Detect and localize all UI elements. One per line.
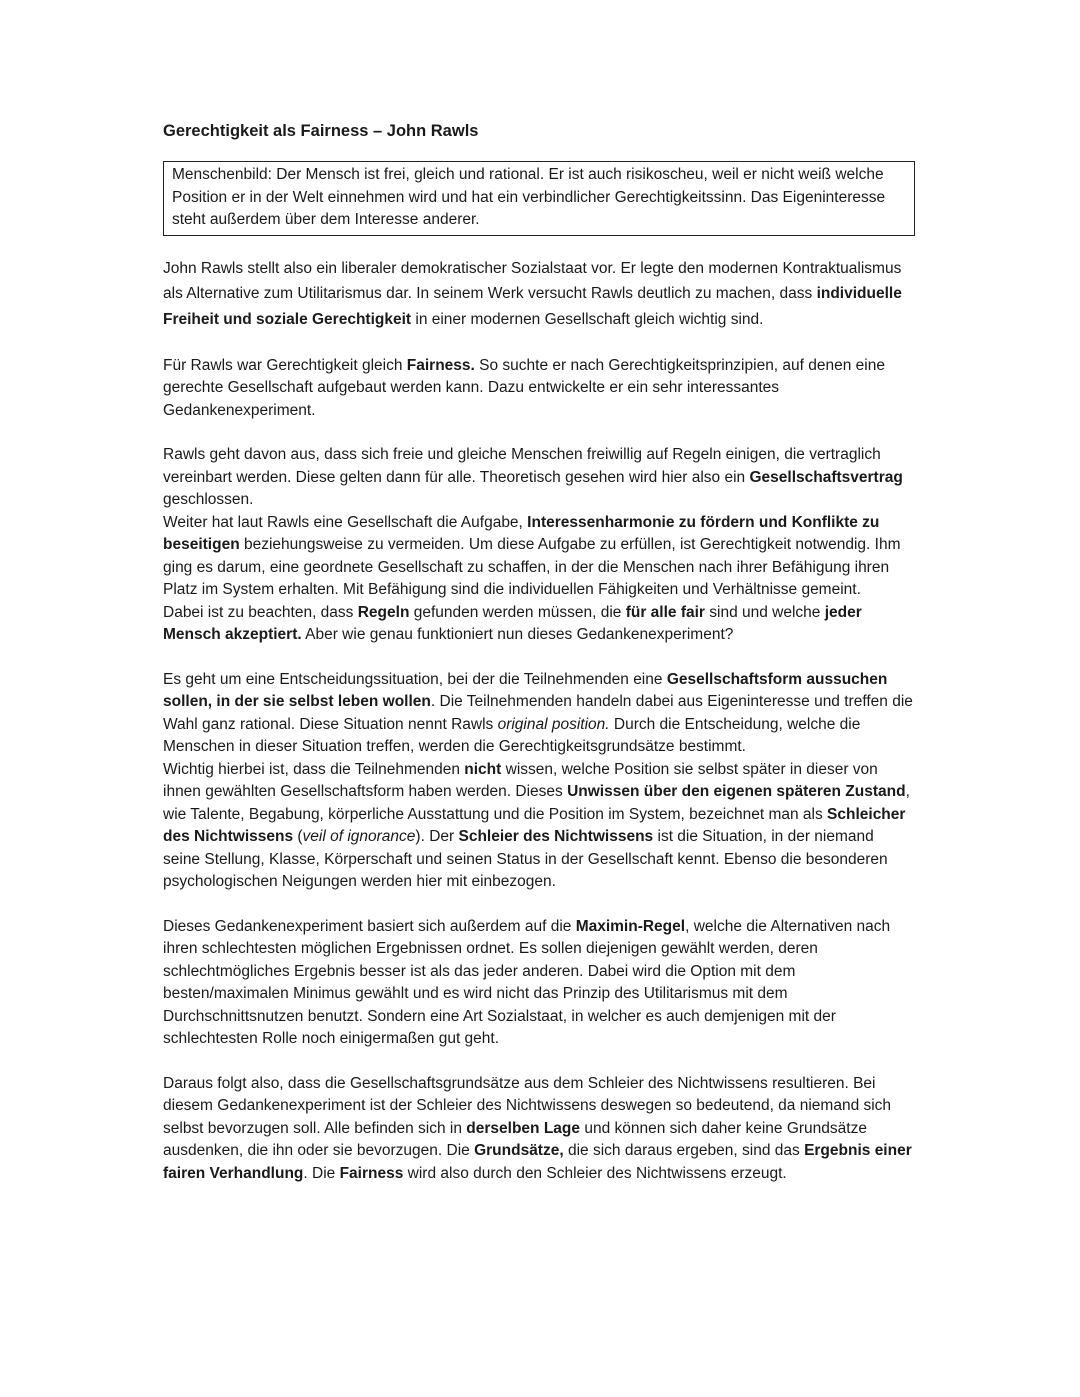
- bold-span: Regeln: [357, 603, 410, 621]
- text-span: sind und welche: [704, 603, 825, 621]
- bold-span: individuelle Freiheit und soziale Gerechtigkeit: [163, 285, 902, 329]
- text-span: Daraus folgt also, dass die Gesellschaftsgrundsätze aus dem Schleier des Nichtwissens resultieren. Bei diesem Gedankenexperiment ist der Schleier des Nichtwissens deswegen so bedeutend, da niemand sich selbst bevorzugen soll. Alle befinden sich in: [163, 1074, 892, 1137]
- text-span: ist die Situation, in der niemand seine Stellung, Klasse, Körperschaft und seinen Status in der Gesellschaft kennt. Ebenso die besonderen psychologischen Neigungen werden hier mit einbezogen.: [163, 828, 888, 891]
- paragraph-fairness: [163, 355, 915, 423]
- bold-span: Interessenharmonie zu fördern und Konflikte zu beseitigen: [163, 513, 880, 554]
- text-span: wissen, welche Position sie selbst später in dieser von ihnen gewählten Gesellschaftsform haben werden. Dieses: [163, 760, 878, 801]
- bold-span: Fairness.: [406, 356, 475, 374]
- bold-span: Gesellschaftsvertrag: [749, 468, 903, 486]
- bold-span: derselben Lage: [466, 1119, 581, 1137]
- text-span: in einer modernen Gesellschaft gleich wichtig sind.: [411, 311, 764, 329]
- paragraph-social-contract: [163, 444, 915, 647]
- bold-span: Schleier des Nichtwissens: [458, 828, 654, 846]
- paragraph-liberal-state: [163, 256, 915, 333]
- paragraph-original-position: [163, 669, 915, 894]
- text-span: gefunden werden müssen, die: [409, 603, 626, 621]
- paragraph-line-veil: [163, 759, 915, 894]
- text-span: Dieses Gedankenexperiment basiert sich außerdem auf die: [163, 917, 576, 935]
- page-title: Gerechtigkeit als Fairness – John Rawls: [163, 122, 479, 140]
- text-span: geschlossen.: [163, 491, 254, 509]
- text-span: Wichtig hierbei ist, dass die Teilnehmenden: [163, 760, 465, 778]
- menschenbild-box: Menschenbild: Der Mensch ist frei, gleich und rational. Er ist auch risikoscheu, weil er nicht weiß welche Position er in der Welt einnehmen wird und hat ein verbindlicher Gerechtigkeitssinn. Das Eigeninteresse steht außerdem über dem Interesse anderer.: [163, 161, 915, 236]
- bold-span: jeder Mensch akzeptiert.: [163, 603, 862, 644]
- italic-span: original position.: [497, 715, 610, 733]
- text-span: Rawls geht davon aus, dass sich freie und gleiche Menschen freiwillig auf Regeln einigen, die vertraglich vereinbart werden. Diese gelten dann für alle. Theoretisch gesehen wird hier also ein: [163, 446, 881, 486]
- bold-span: Fairness: [339, 1164, 404, 1182]
- bold-span: Ergebnis einer fairen Verhandlung: [163, 1142, 912, 1182]
- paragraph-conclusion: [163, 1073, 915, 1186]
- bold-span: für alle fair: [625, 603, 705, 621]
- paragraph-line-decision: [163, 669, 915, 759]
- document-content: [163, 121, 915, 1207]
- text-span: wird also durch den Schleier des Nichtwissens erzeugt.: [403, 1164, 787, 1182]
- paragraph-line-harmony: [163, 512, 915, 602]
- paragraph-line-rules: [163, 602, 915, 647]
- bold-span: Grundsätze,: [474, 1142, 564, 1160]
- text-span: Durch die Entscheidung, welche die Menschen in dieser Situation treffen, werden die Gerechtigkeitsgrundsätze bestimmt.: [163, 715, 861, 756]
- italic-span: veil of ignorance: [302, 828, 416, 846]
- text-span: Dabei ist zu beachten, dass: [163, 603, 358, 621]
- text-span: Es geht um eine Entscheidungssituation, bei der die Teilnehmenden eine: [163, 670, 667, 688]
- text-span: die sich daraus ergeben, sind das: [563, 1142, 805, 1160]
- text-span: Für Rawls war Gerechtigkeit gleich: [163, 356, 407, 374]
- text-span: beziehungsweise zu vermeiden. Um diese Aufgabe zu erfüllen, ist Gerechtigkeit notwendig. Ihm ging es darum, eine geordnete Gesellschaft zu schaffen, in der die Menschen nach ihrer Befähigung ihren Platz im System erhalten. Mit Befähigung sind die individuellen Fähigkeiten und Verhältnisse gemeint.: [163, 536, 901, 599]
- bold-span: Schleicher des Nichtwissens: [163, 805, 906, 846]
- paragraph-line-contract: [163, 444, 915, 512]
- text-span: Weiter hat laut Rawls eine Gesellschaft die Aufgabe,: [163, 513, 528, 531]
- bold-span: Unwissen über den eigenen späteren Zustand: [567, 783, 906, 801]
- bold-span: Gesellschaftsform aussuchen sollen, in der sie selbst leben wollen: [163, 670, 888, 711]
- text-span: . Die: [303, 1164, 340, 1182]
- text-span: ). Der: [415, 828, 459, 846]
- text-span: Aber wie genau funktioniert nun dieses Gedankenexperiment?: [301, 626, 734, 644]
- text-span: und können sich daher keine Grundsätze ausdenken, die ihn oder sie bevorzugen. Die: [163, 1119, 867, 1160]
- paragraph-maximin: [163, 916, 915, 1051]
- text-span: John Rawls stellt also ein liberaler demokratischer Sozialstaat vor. Er legte den modernen Kontraktualismus als Alternative zum Utilitarismus dar. In seinem Werk versucht Rawls deutlich zu machen, dass: [163, 259, 902, 303]
- bold-span: Maximin-Regel: [575, 917, 686, 935]
- text-span: So suchte er nach Gerechtigkeitsprinzipien, auf denen eine gerechte Gesellschaft aufgebaut werden kann. Dazu entwickelte er ein sehr interessantes Gedankenexperiment.: [163, 356, 885, 419]
- text-span: (: [293, 828, 303, 846]
- text-span: . Die Teilnehmenden handeln dabei aus Eigeninteresse und treffen die Wahl ganz rational. Diese Situation nennt Rawls: [163, 693, 913, 733]
- text-span: , wie Talente, Begabung, körperliche Ausstattung und die Position im System, bezeichnet man als: [163, 783, 910, 823]
- bold-span: nicht: [464, 760, 502, 778]
- text-span: , welche die Alternativen nach ihren schlechtesten möglichen Ergebnissen ordnet. Es sollen diejenigen gewählt werden, deren schlechtmögliches Ergebnis besser ist als das jeder anderen. Dabei wird die Option mit dem besten/maximalen Minimus gewählt und es wird nicht das Prinzip des Utilitarismus mit dem Durchschnittsnutzen benutzt. Sondern eine Art Sozialstaat, in welcher es auch demjenigen mit der schlechtesten Rolle noch einigermaßen gut geht.: [163, 917, 891, 1048]
